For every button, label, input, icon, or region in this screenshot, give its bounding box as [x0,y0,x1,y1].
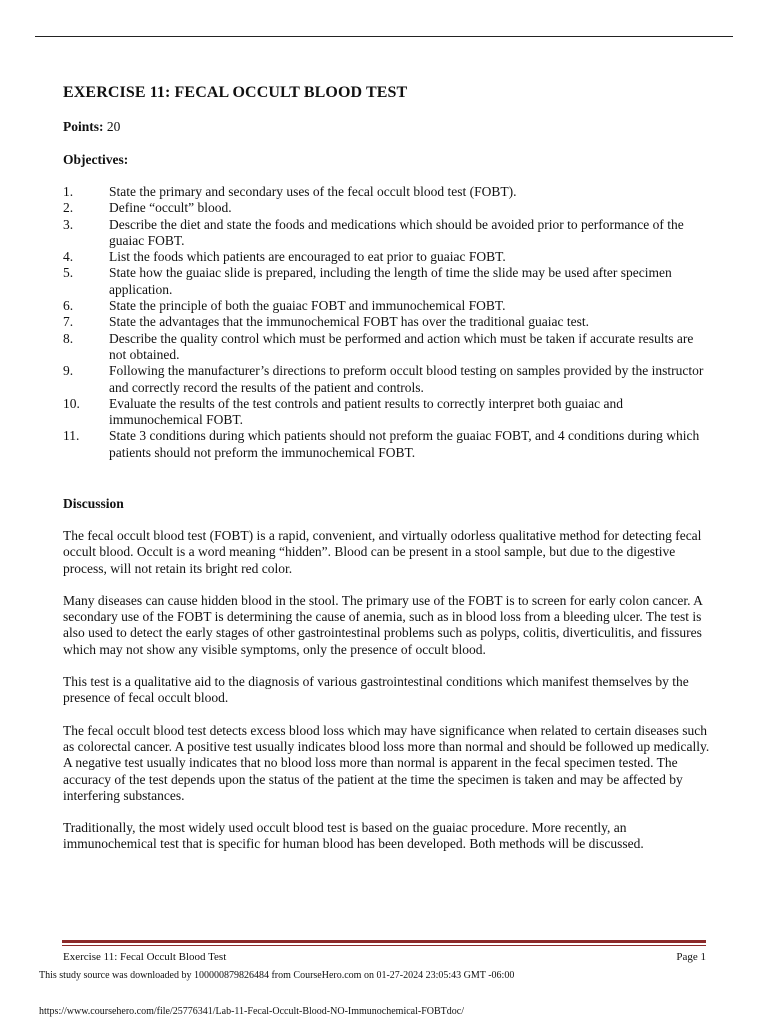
objective-item [63,217,713,250]
objective-item [63,200,713,216]
objective-text: Evaluate the results of the test controls and patient results to correctly interpret both guaiac and immunochemical FOBT. [109,395,623,428]
objective-text: Following the manufacturer’s directions to preform occult blood testing on samples provided by the instructor and correctly record the results of the patient and controls. [109,363,704,395]
discussion-paragraph: The fecal occult blood test detects excess blood loss which may have significance when related to certain diseases such as colorectal cancer. A positive test usually indicates blood loss more than normal and should be followed up medically. A negative test usually indicates that no blood loss more than normal is apparent in the fecal specimen tested. The accuracy of the test depends upon the status of the patient at the time the specimen is taken and may be affected by interfering substances. [63,722,710,803]
objective-item [63,249,713,265]
objective-item [63,428,713,461]
footer-title: Exercise 11: Fecal Occult Blood Test [63,951,227,963]
objective-item [63,396,713,429]
objective-text: Describe the quality control which must be performed and action which must be taken if accurate results are not obtained. [109,330,694,362]
discussion-paragraph: Many diseases can cause hidden blood in the stool. The primary use of the FOBT is to screen for early colon cancer. A secondary use of the FOBT is determining the cause of anemia, such as in blood loss from a bleeding ulcer. The test is also used to detect the early stages of other gastrointestinal problems such as polyps, colitis, diverticulitis, and fissures which may not show any visible symptoms, only the presence of occult blood. [63,592,703,657]
objective-item [63,363,713,396]
objective-item [63,184,713,200]
objective-item [63,298,713,314]
points-label: Points: [63,119,104,134]
footer-rule [62,940,706,943]
objective-number: 9. [63,363,74,379]
objective-text: Define “occult” blood. [109,200,232,216]
objectives-heading: Objectives: [63,152,129,167]
objective-number: 4. [63,249,74,265]
objective-item [63,314,713,330]
source-url: https://www.coursehero.com/file/25776341/Lab-11-Fecal-Occult-Blood-NO-Immunochemical-FOBTdoc/ [39,1006,464,1017]
objective-text: State the advantages that the immunochemical FOBT has over the traditional guaiac test. [109,314,589,330]
objective-text: State the principle of both the guaiac FOBT and immunochemical FOBT. [109,298,506,314]
objective-number: 11. [63,428,80,444]
objectives-list [63,184,713,461]
discussion-paragraph: Traditionally, the most widely used occult blood test is based on the guaiac procedure. More recently, an immunochemical test that is specific for human blood has been developed. Both methods will be discussed. [63,820,644,852]
objective-text: Describe the diet and state the foods and medications which should be avoided prior to performance of the guaiac FOBT. [109,216,684,248]
objective-text: State 3 conditions during which patients should not preform the guaiac FOBT, and 4 conditions during which patients should not preform the immunochemical FOBT. [109,428,700,460]
objective-text: State how the guaiac slide is prepared, including the length of time the slide may be used after specimen application. [109,265,672,297]
discussion-body [63,528,713,869]
objective-number: 2. [63,200,74,216]
page-number: Page 1 [676,951,706,963]
objective-item [63,331,713,364]
objective-number: 3. [63,216,74,232]
objective-number: 10. [63,395,80,411]
discussion-heading: Discussion [63,496,124,511]
points-value: 20 [106,119,121,134]
footer-rule-thin [62,945,706,946]
objective-number: 6. [63,298,74,314]
objective-number: 1. [63,184,74,199]
header-rule [35,36,733,37]
objective-item [63,265,713,298]
objective-number: 5. [63,265,74,281]
objective-number: 7. [63,314,74,330]
discussion-paragraph: This test is a qualitative aid to the diagnosis of various gastrointestinal conditions which manifest themselves by the presence of fecal occult blood. [63,674,689,706]
points-line [63,119,120,135]
discussion-paragraph: The fecal occult blood test (FOBT) is a rapid, convenient, and virtually odorless qualitative method for detecting fecal occult blood. Occult is a word meaning “hidden”. Blood can be present in a stool sample, but due to the digestive process, will not retain its bright red color. [63,528,702,576]
objective-text: State the primary and secondary uses of the fecal occult blood test (FOBT). [109,184,517,199]
download-notice: This study source was downloaded by 100000879826484 from CourseHero.com on 01-27-2024 23:05:43 GMT -06:00 [39,970,515,981]
objective-number: 8. [63,330,74,346]
objective-text: List the foods which patients are encouraged to eat prior to guaiac FOBT. [109,249,506,265]
page-title: EXERCISE 11: FECAL OCCULT BLOOD TEST [63,84,408,101]
